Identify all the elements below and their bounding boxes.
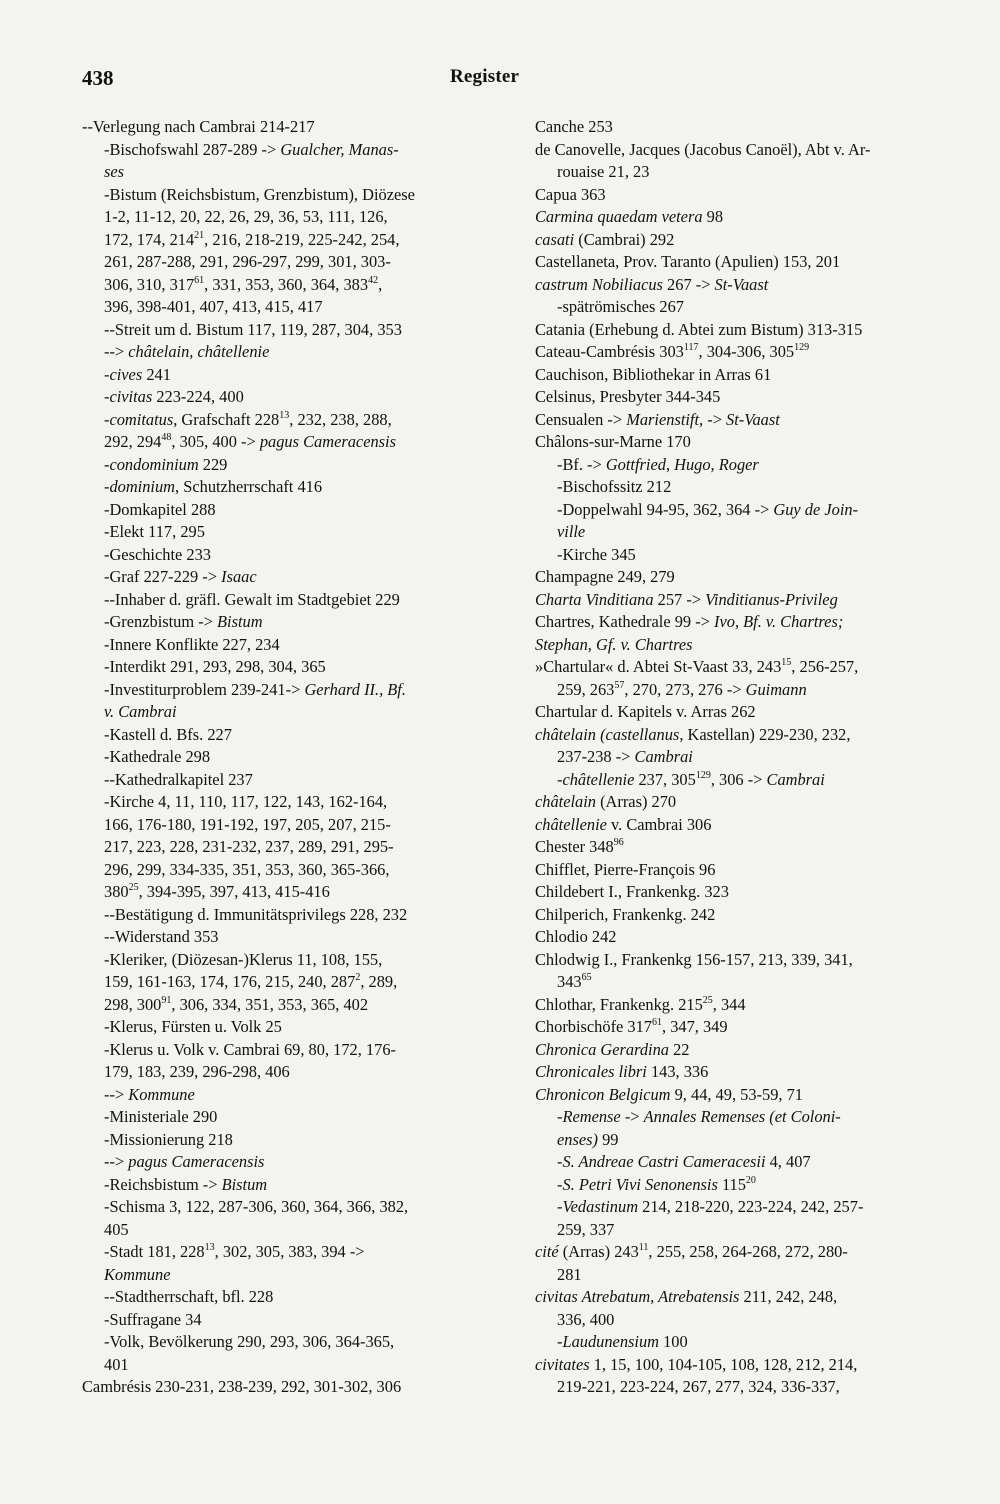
index-line: Celsinus, Presbyter 344-345 [535, 387, 721, 406]
index-line: Cauchison, Bibliothekar in Arras 61 [535, 364, 772, 384]
index-line: -Kastell d. Bfs. 227 [104, 724, 232, 744]
index-line: Chartres, Kathedrale 99 -> Ivo, Bf. v. Chartres; [535, 612, 844, 631]
index-line: -Investiturproblem 239-241-> Gerhard II., Bf. [104, 679, 406, 699]
index-line: de Canovelle, Jacques (Jacobus Canoël), Abt v. Ar- [535, 139, 871, 159]
index-line: -Vedastinum 214, 218-220, 223-224, 242, 257- [557, 1197, 864, 1216]
index-line: Chifflet, Pierre-François 96 [535, 859, 716, 879]
index-line: $343^{65}$ [557, 972, 592, 991]
index-line: ville [557, 522, 586, 541]
index-line: Childebert I., Frankenkg. 323 [535, 882, 729, 901]
index-line: 306, 310, $317^{61}$, 331, 353, 360, 364, $383^{42}$, [104, 274, 383, 294]
index-line: 336, 400 [557, 1309, 615, 1329]
index-line: -Kirche 4, 11, 110, 117, 122, 143, 162-164, [104, 792, 388, 811]
index-line: châtelain (Arras) 270 [535, 792, 677, 811]
index-line: Chilperich, Frankenkg. 242 [535, 904, 716, 924]
index-line: 405 [104, 1219, 129, 1239]
index-line: -Schisma 3, 122, 287-306, 360, 364, 366, 382, [104, 1197, 409, 1216]
index-line: --Widerstand 353 [104, 927, 219, 946]
index-line: -Elekt 117, 295 [104, 522, 205, 541]
index-line: Chartular d. Kapitels v. Arras 262 [535, 702, 756, 721]
index-line: 401 [104, 1354, 129, 1374]
index-line: enses) 99 [557, 1129, 619, 1149]
index-line: -Kleriker, (Diözesan-)Klerus 11, 108, 155, [104, 949, 383, 969]
index-line: casati (Cambrai) 292 [535, 229, 675, 249]
index-line: »Chartular« d. Abtei St-Vaast 33, $243^{15}$, 256-257, [535, 657, 859, 676]
index-line: -civitas 223-224, 400 [104, 387, 244, 406]
index-line: -Domkapitel 288 [104, 499, 216, 519]
index-line: 259, 337 [557, 1219, 615, 1239]
index-line: -Bistum (Reichsbistum, Grenzbistum), Diözese [104, 184, 415, 204]
index-line: 172, 174, $214^{21}$, 216, 218-219, 225-242, 254, [104, 229, 400, 249]
index-line: -Innere Konflikte 227, 234 [104, 634, 280, 654]
index-line: Censualen -> Marienstift, -> St-Vaast [535, 409, 780, 429]
index-line: --Inhaber d. gräfl. Gewalt im Stadtgebiet 229 [104, 589, 400, 609]
index-line: Chlodwig I., Frankenkg 156-157, 213, 339, 341, [535, 949, 853, 969]
index-line: -Remense -> Annales Remenses (et Coloni- [557, 1107, 841, 1126]
index-line: 298, $300^{91}$, 306, 334, 351, 353, 365, 402 [104, 994, 369, 1014]
index-line: -Bischofssitz 212 [557, 477, 672, 496]
index-line: 292, $294^{48}$, 305, 400 -> pagus Cameracensis [104, 432, 396, 451]
index-line: --> Kommune [104, 1084, 195, 1104]
index-line: 281 [557, 1264, 582, 1284]
index-line: 1-2, 11-12, 20, 22, 26, 29, 36, 53, 111, 126, [104, 207, 388, 226]
index-line: civitas Atrebatum, Atrebatensis 211, 242, 248, [535, 1287, 838, 1306]
index-line: 179, 183, 239, 296-298, 406 [104, 1062, 290, 1081]
index-line: -dominium, Schutzherrschaft 416 [104, 477, 323, 496]
index-line: 217, 223, 228, 231-232, 237, 289, 291, 295- [104, 837, 394, 856]
index-line: $380^{25}$, 394-395, 397, 413, 415-416 [104, 882, 330, 901]
index-line: 296, 299, 334-335, 351, 353, 360, 365-366, [104, 859, 390, 879]
index-line: rouaise 21, 23 [557, 162, 650, 181]
index-line: -châtellenie 237, $305^{129}$, 306 -> Cambrai [557, 769, 825, 789]
index-line: -Laudunensium 100 [557, 1332, 688, 1351]
index-line: -Bischofswahl 287-289 -> Gualcher, Manas- [104, 139, 399, 159]
index-line: Cateau-Cambrésis $303^{117}$, 304-306, $305^{129}$ [535, 342, 810, 361]
index-line: -Graf 227-229 -> Isaac [104, 567, 257, 586]
index-line: châtellenie v. Cambrai 306 [535, 814, 712, 834]
index-line: -S. Andreae Castri Cameracesii 4, 407 [557, 1152, 811, 1171]
index-line: -Doppelwahl 94-95, 362, 364 -> Guy de Join- [557, 499, 859, 519]
index-line: Kommune [104, 1264, 171, 1284]
index-line: -Grenzbistum -> Bistum [104, 612, 263, 631]
index-line: Charta Vinditiana 257 -> Vinditianus-Privileg [535, 589, 838, 609]
index-line: Cambrésis 230-231, 238-239, 292, 301-302, 306 [82, 1377, 402, 1396]
index-line: -Klerus u. Volk v. Cambrai 69, 80, 172, 176- [104, 1039, 396, 1059]
index-line: -Reichsbistum -> Bistum [104, 1174, 268, 1194]
index-line: --Streit um d. Bistum 117, 119, 287, 304, 353 [104, 319, 402, 339]
index-column-right [535, 116, 940, 1399]
index-line: Carmina quaedam vetera 98 [535, 207, 724, 226]
index-column-left [82, 116, 482, 1399]
index-line: -S. Petri Vivi Senonensis $115^{20}$ [557, 1174, 756, 1194]
index-line: 219-221, 223-224, 267, 277, 324, 336-337, [557, 1377, 840, 1396]
index-line: --Stadtherrschaft, bfl. 228 [104, 1287, 274, 1306]
index-line: civitates 1, 15, 100, 104-105, 108, 128, 212, 214, [535, 1354, 858, 1374]
index-line: -Suffragane 34 [104, 1309, 202, 1329]
index-line: Châlons-sur-Marne 170 [535, 432, 691, 451]
index-line: Catania (Erhebung d. Abtei zum Bistum) 313-315 [535, 319, 863, 339]
index-line: Castellaneta, Prov. Taranto (Apulien) 153, 201 [535, 252, 841, 271]
index-line: --Kathedralkapitel 237 [104, 769, 253, 789]
index-line: -Kirche 345 [557, 544, 636, 564]
running-head: Register [450, 66, 520, 87]
page-number: 438 [82, 66, 114, 90]
index-line: -Geschichte 233 [104, 544, 211, 564]
index-line: v. Cambrai [104, 702, 177, 721]
index-line: --Verlegung nach Cambrai 214-217 [82, 117, 315, 136]
index-line: --Bestätigung d. Immunitätsprivilegs 228, 232 [104, 904, 408, 924]
index-line: ses [104, 162, 125, 181]
index-line: 261, 287-288, 291, 296-297, 299, 301, 303- [104, 252, 391, 271]
index-line: 259, $263^{57}$, 270, 273, 276 -> Guimann [557, 679, 807, 699]
index-line: -Ministeriale 290 [104, 1107, 218, 1126]
index-line: Chorbischöfe $317^{61}$, 347, 349 [535, 1017, 728, 1036]
index-line: -comitatus, Grafschaft $228^{13}$, 232, 238, 288, [104, 409, 392, 429]
index-line: castrum Nobiliacus 267 -> St-Vaast [535, 274, 769, 294]
index-line: Chronica Gerardina 22 [535, 1039, 690, 1059]
index-line: -Missionierung 218 [104, 1129, 233, 1149]
index-line: -Kathedrale 298 [104, 747, 211, 766]
index-line: Chlothar, Frankenkg. $215^{25}$, 344 [535, 994, 746, 1014]
index-line: 166, 176-180, 191-192, 197, 205, 207, 215- [104, 814, 391, 834]
index-line: -spätrömisches 267 [557, 297, 685, 316]
index-line: Stephan, Gf. v. Chartres [535, 634, 693, 654]
index-line: Chlodio 242 [535, 927, 617, 946]
index-line: 159, 161-163, 174, 176, 215, 240, $287^2$, 289, [104, 972, 398, 991]
index-line: Chronicon Belgicum 9, 44, 49, 53-59, 71 [535, 1084, 804, 1104]
index-line: -Volk, Bevölkerung 290, 293, 306, 364-365, [104, 1332, 395, 1351]
index-line: -Interdikt 291, 293, 298, 304, 365 [104, 657, 326, 676]
index-line: -Stadt 181, $228^{13}$, 302, 305, 383, 394 -> [104, 1242, 365, 1261]
index-line: -condominium 229 [104, 454, 228, 474]
index-line: Chronicales libri 143, 336 [535, 1062, 709, 1081]
index-line: --> pagus Cameracensis [104, 1152, 265, 1171]
index-line: Chester $348^{96}$ [535, 837, 624, 856]
index-line: -Bf. -> Gottfried, Hugo, Roger [557, 454, 759, 474]
index-line: Capua 363 [535, 184, 606, 204]
index-line: -Klerus, Fürsten u. Volk 25 [104, 1017, 282, 1036]
index-line: Canche 253 [535, 117, 613, 136]
index-line: 396, 398-401, 407, 413, 415, 417 [104, 297, 323, 316]
index-line: châtelain (castellanus, Kastellan) 229-230, 232, [535, 724, 851, 744]
index-line: cité (Arras) $243^{11}$, 255, 258, 264-268, 272, 280- [535, 1242, 848, 1261]
index-line: 237-238 -> Cambrai [557, 747, 693, 766]
index-line: -cives 241 [104, 364, 171, 384]
index-line: --> châtelain, châtellenie [104, 342, 270, 361]
index-line: Champagne 249, 279 [535, 567, 675, 586]
